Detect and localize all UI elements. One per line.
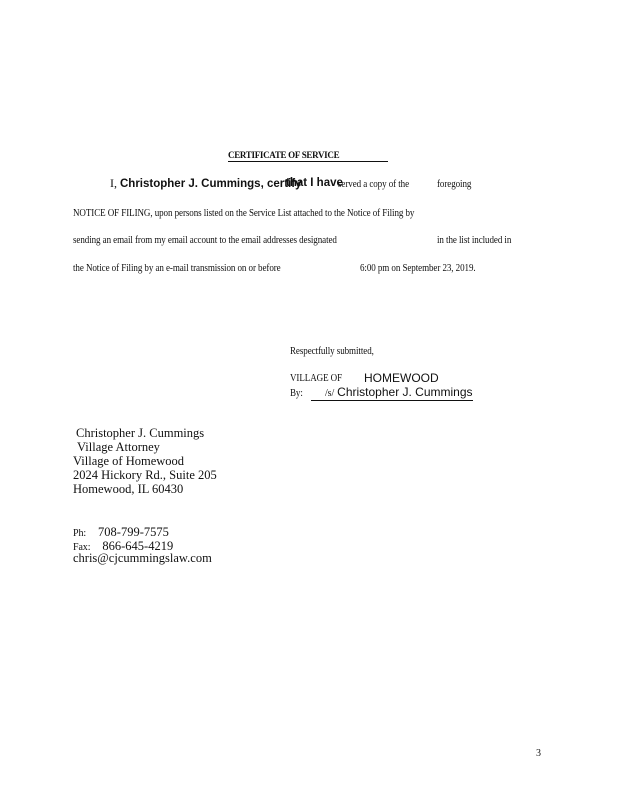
sig-title: Village Attorney [77,440,160,454]
by-label: By: [290,387,303,399]
village-name: HOMEWOOD [364,371,439,385]
signature-mark: /s/ [325,388,335,399]
line1-name: Christopher J. Cummings, certify [120,178,302,190]
signature-name: Christopher J. Cummings [337,385,473,399]
email-value: chris@cjcummingslaw.com [73,551,212,565]
sig-org: Village of Homewood [73,454,185,468]
respectfully-submitted: Respectfully submitted, [290,345,374,357]
certificate-line-3a: sending an email from my email account to the email addresses designated [73,234,337,246]
line1-foregoing: foregoing [437,178,472,190]
page-number: 3 [536,748,541,759]
phone-label: Ph: [73,528,87,539]
phone-value: 708-799-7575 [98,525,169,539]
sig-name: Christopher J. Cummings [76,426,205,440]
sig-address-2: Homewood, IL 60430 [73,482,184,496]
certificate-line-2: NOTICE OF FILING, upon persons listed on the Service List attached to the Notice of Filing by [73,207,415,219]
village-prefix: VILLAGE OF [290,372,343,384]
line1-prefix: I, [110,176,117,190]
fax-value: 866-645-4219 [102,539,174,553]
line1-served: served a copy of the [338,178,409,190]
certificate-line-4b: 6:00 pm on September 23, 2019. [360,262,476,274]
certificate-line-1 [110,176,301,191]
signature-line [311,386,473,401]
line1-mid: that I have [286,177,343,189]
certificate-line-3b: in the list included in [437,234,512,246]
certificate-title: CERTIFICATE OF SERVICE [228,150,388,162]
certificate-line-4a: the Notice of Filing by an e-mail transmission on or before [73,262,281,274]
sig-address-1: 2024 Hickory Rd., Suite 205 [73,468,217,482]
fax-label: Fax: [73,542,91,553]
